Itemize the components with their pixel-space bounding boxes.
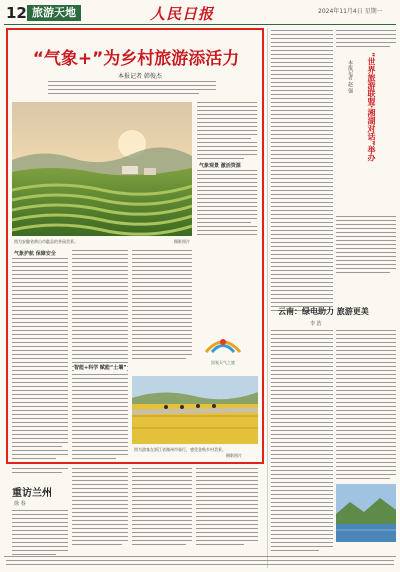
bottom-left-body — [12, 510, 68, 558]
tea-garden-photo — [12, 102, 192, 236]
bottom-right-body-a — [271, 330, 333, 554]
photo-caption: 图为安徽省黄山市歙县的茶园美景。 — [14, 239, 78, 244]
right-col-a-top — [271, 30, 333, 314]
sidebar-body — [336, 216, 396, 276]
sidebar-byline: 本报记者 赵 强 — [347, 60, 353, 94]
page-number: 12 — [6, 4, 27, 22]
sidebar-top-text — [336, 30, 396, 50]
yunnan-photo — [336, 484, 396, 542]
footer-text — [6, 560, 394, 568]
bottom-right-body-b — [336, 330, 396, 482]
lead-body-col1 — [12, 258, 68, 462]
lead-article-title: “气象+”为乡村旅游添活力 — [32, 49, 240, 69]
sidebar-title: “世界旅游联盟·湘湖对话”举办 — [367, 52, 376, 162]
bottom-left-byline: 徐 春 — [14, 501, 26, 507]
logo-text: 国家天气之旅 — [211, 360, 235, 365]
lead-body-col3-top — [197, 102, 257, 162]
lead-body-lower-mid — [72, 468, 128, 548]
lead-body-lower-right — [132, 468, 192, 548]
lead-body-col3 — [132, 250, 192, 362]
footer-rule — [4, 556, 396, 557]
masthead-logo: 人民日报 — [150, 5, 215, 23]
header-rule — [4, 24, 396, 25]
subhead-2: 气象观景 激活资源 — [199, 163, 241, 169]
bottom-right-title: 云南：绿电助力 旅游更美 — [278, 307, 369, 316]
lead-intro-text — [48, 81, 216, 97]
lead-body-lower-far — [196, 468, 258, 548]
weather-tour-logo — [200, 330, 246, 370]
bottom-left-title: 重访兰州 — [12, 488, 52, 499]
lead-body-lower-left — [12, 468, 68, 476]
lead-body-col2 — [72, 250, 128, 462]
lead-article-byline: 本报记者 韩俊杰 — [118, 73, 162, 80]
section-tag: 旅游天地 — [27, 5, 81, 21]
photo2-credit: 摄影图片 — [226, 453, 242, 458]
subhead-3: 智能+科学 赋能“土壤” — [74, 365, 127, 371]
photo2-caption: 图为游客在浙江省湖州市骑行，感受金秋乡村美景。 — [134, 447, 226, 452]
cycling-photo — [132, 376, 258, 444]
column-divider — [267, 28, 268, 568]
page-header — [0, 0, 400, 24]
subhead-1: 气象护航 保障安全 — [14, 251, 56, 257]
bottom-right-byline: 李 浩 — [310, 321, 322, 327]
photo-credit: 摄影图片 — [174, 239, 190, 244]
date-line: 2024年11月4日 星期一 — [318, 8, 383, 15]
lead-body-col3-mid — [197, 170, 257, 238]
